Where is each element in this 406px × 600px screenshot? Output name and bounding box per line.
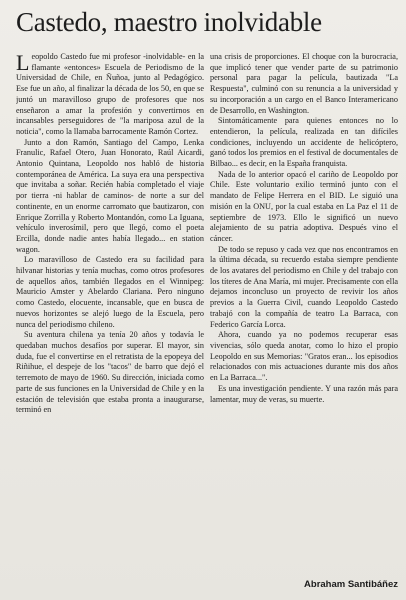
drop-cap: L bbox=[16, 52, 30, 75]
article-paragraph: Junto a don Ramón, Santiago del Campo, Lenka Franulic, Rafael Otero, Juan Honorato, Raúl Aicardi, Antonio Quintana, Leopoldo nos habló de historia contemporánea de América. La suya era una perspectiva que invitaba a soñar. Recién había completado el viaje por tierra -ni hablar de caminos- de norte a sur del continente, en un enorme carromato que bautizaron, con Enrique Zorrilla y Roberto Montandón, como La Iguana, vehículo inverosímil, pero que llegó, como el poeta Ercilla, donde nadie antes había llegado... en station wagon. bbox=[16, 137, 204, 254]
article-paragraph: una crisis de proporciones. El choque con la burocracia, que implicó tener que vender parte de su patrimonio personal para pagar la película, bautizada "La Respuesta", culminó con su renuncia a la universidad y su incorporación a un cargo en el Banco Interamericano de Desarrollo, en Washington. bbox=[210, 52, 398, 115]
article-paragraph: Ahora, cuando ya no podemos recuperar esas vivencias, sólo queda anotar, como lo hizo el propio Leopoldo en sus Memorias: "Gratos eran... los episodios relacionados con mis actuaciones durante mis dos años en La Barraca...". bbox=[210, 330, 398, 383]
article-paragraph: Sintomáticamente para quienes entonces no lo entendieron, la película, realizada en tan difíciles condiciones, incluyendo un accidente de helicóptero, ganó todos los premios en el festival de documentales de Bilbao... es decir, en la España franquista. bbox=[210, 116, 398, 169]
article-paragraph bbox=[16, 52, 204, 138]
author-byline: Abraham Santibáñez bbox=[304, 579, 398, 590]
article-paragraph: Es una investigación pendiente. Y una razón más para lamentar, muy de veras, su muerte. bbox=[210, 383, 398, 404]
article-paragraph: Su aventura chilena ya tenía 20 años y todavía le quedaban muchos desafíos por superar. El mayor, sin duda, fue el convertirse en el retratista de la epopeya del Riñihue, el despeje de los "tacos" de barro que dejó el terremoto de mayo de 1960. Su dirección, iniciada como parte de sus funciones en la Universidad de Chile y en la estación de televisión que estaba pronta a inaugurarse, terminó en bbox=[16, 330, 204, 415]
article-paragraph: Nada de lo anterior opacó el cariño de Leopoldo por Chile. Este voluntario exilio terminó junto con el mandato de Felipe Herrera en el BID. Le siguió una misión en la ONU, por la cual estaba en La Paz el 11 de septiembre de 1973. Ello le significó un nuevo alejamiento de su patria adoptiva. Después vino el cáncer. bbox=[210, 169, 398, 243]
paragraph-text: eopoldo Castedo fue mi profesor -inolvidable- en la flamante «entonces» Escuela de Periodismo de la Universidad de Chile, en Ñuñoa, junto al Pedagógico. Ese fue un año, al finalizar la década de los 50, en que se juntó un maravilloso grupo de profesores que nos enseñaron a amar la profesión y convertirnos en incansables perseguidores de "la mariposa azul de la noticia", como la llamaba barrocamente Ramón Cortez. bbox=[16, 52, 204, 136]
article-paragraph: De todo se repuso y cada vez que nos encontramos en la última década, su recuerdo estaba siempre pendiente de los avatares del periodismo en Chile y del trabajo con los títeres de Ana María, mi mujer. Precisamente con ella dejamos inconcluso un proyecto de revivir los años previos a la Guerra Civil, cuando Leopoldo Castedo trabajó con la compañía de teatro La Barraca, con Federico García Lorca. bbox=[210, 244, 398, 329]
article-paragraph: Lo maravilloso de Castedo era su facilidad para hilvanar historias y tenía muchas, como otros profesores de aquellos años, también llegados en el Winnipeg: Mauricio Amster y Abelardo Clariana. Pero ninguno como Castedo, elocuente, incansable, que en busca de nuevos horizontes se alejó luego de la Escuela, pero nunca del periodismo chileno. bbox=[16, 255, 204, 329]
article-column-left bbox=[16, 52, 204, 580]
article-column-right bbox=[210, 52, 398, 580]
article-title: Castedo, maestro inolvidable bbox=[16, 7, 322, 37]
